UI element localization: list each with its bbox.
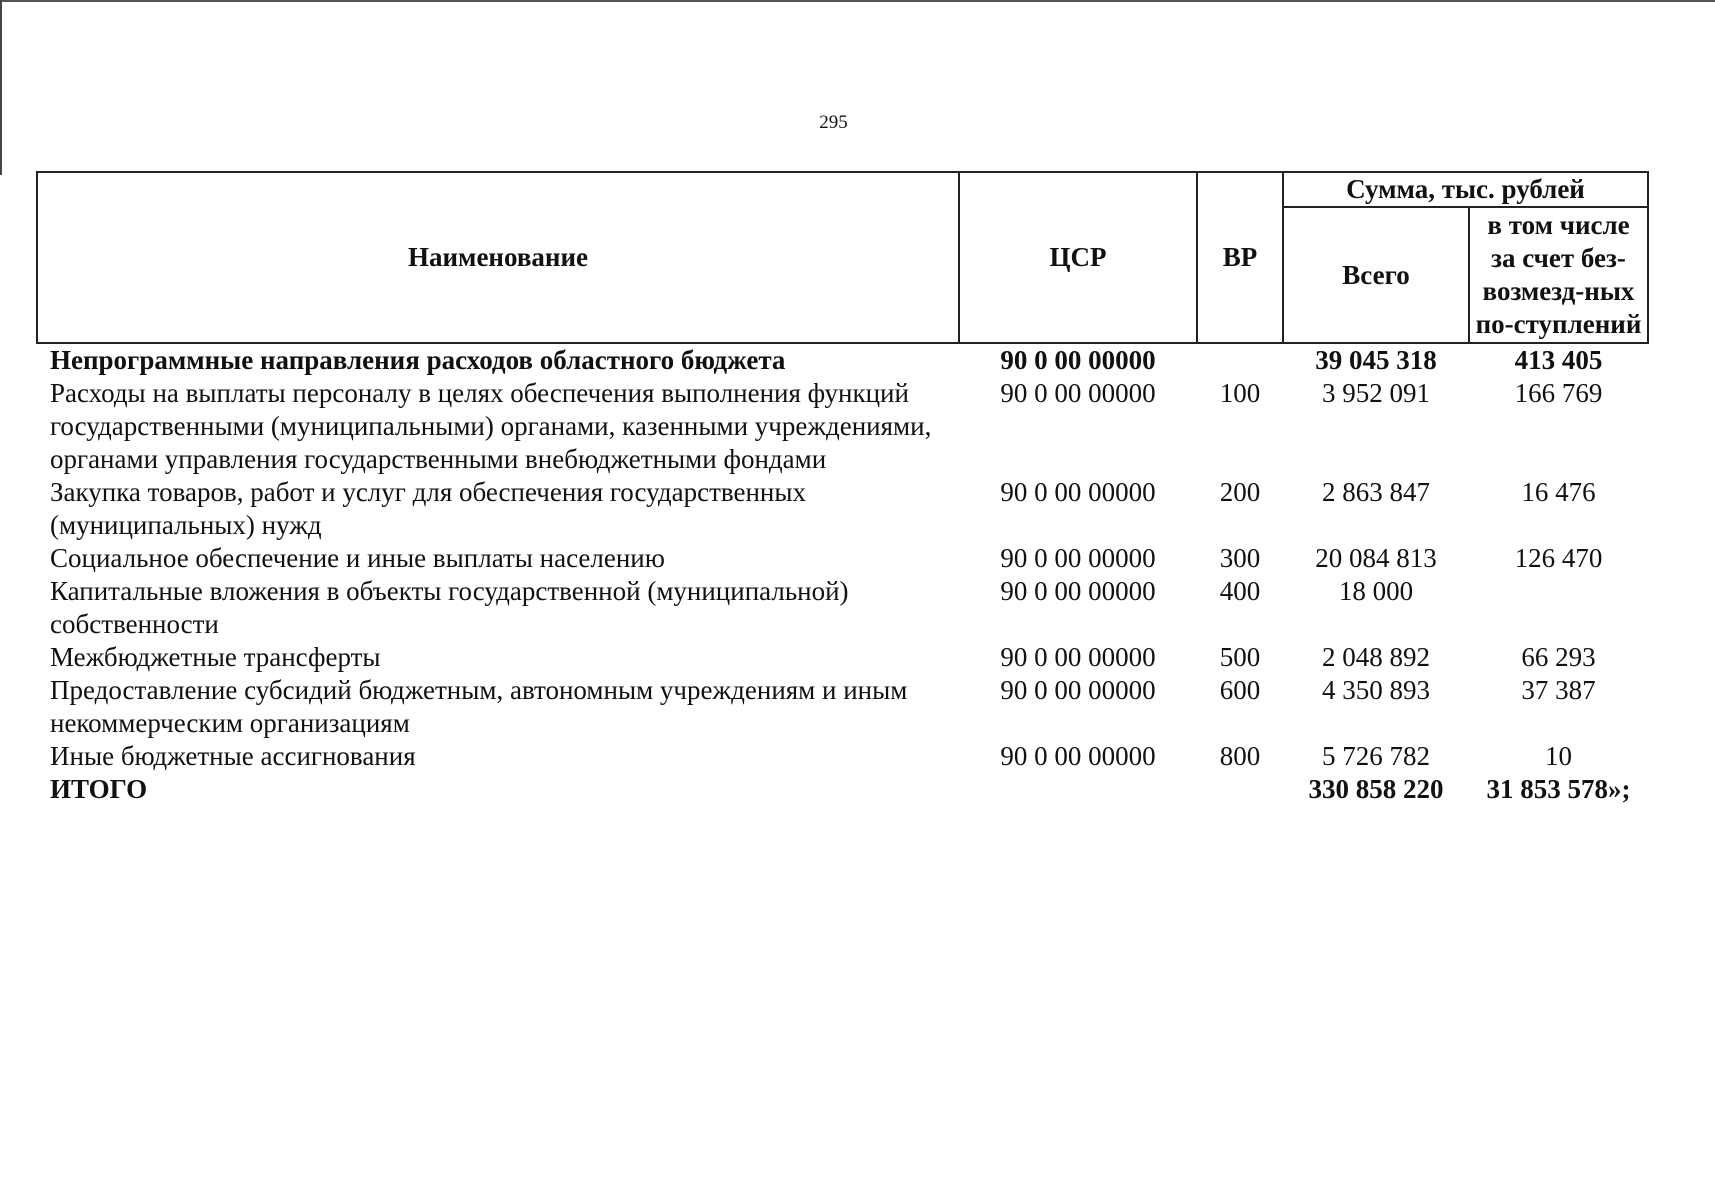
budget-table bbox=[36, 171, 1649, 806]
row-csr: 90 0 00 00000 bbox=[1000, 543, 1156, 573]
total-label: ИТОГО bbox=[50, 774, 148, 804]
table-row bbox=[37, 641, 1648, 674]
row-csr: 90 0 00 00000 bbox=[1000, 477, 1156, 507]
table-row bbox=[37, 377, 1648, 476]
header-csr: ЦСР bbox=[959, 172, 1197, 343]
row-total: 4 350 893 bbox=[1322, 675, 1430, 705]
total-gratuitous: 31 853 578»; bbox=[1486, 774, 1631, 804]
row-total: 20 084 813 bbox=[1315, 543, 1437, 573]
table-row bbox=[37, 674, 1648, 740]
row-name: Предоставление субсидий бюджетным, автономным учреждениям и иным некоммерческим организациям bbox=[50, 675, 908, 738]
row-vr: 800 bbox=[1219, 741, 1261, 771]
row-vr bbox=[1197, 343, 1283, 377]
page-number: 295 bbox=[819, 112, 848, 133]
row-csr: 90 0 00 00000 bbox=[1000, 675, 1156, 705]
row-gratuitous: 413 405 bbox=[1514, 345, 1603, 375]
row-vr: 300 bbox=[1219, 543, 1261, 573]
row-gratuitous: 37 387 bbox=[1521, 675, 1596, 705]
table-row bbox=[37, 476, 1648, 542]
row-total: 3 952 091 bbox=[1322, 378, 1430, 408]
row-name: Капитальные вложения в объекты государственной (муниципальной) собственности bbox=[50, 576, 849, 639]
row-gratuitous: 16 476 bbox=[1521, 477, 1596, 507]
header-gratuitous: в том числе за счет без-возмезд-ных по-ступлений bbox=[1469, 207, 1648, 343]
row-csr: 90 0 00 00000 bbox=[1000, 345, 1156, 375]
table-row bbox=[37, 575, 1648, 641]
row-vr: 500 bbox=[1219, 642, 1261, 672]
table-body bbox=[37, 343, 1648, 806]
header-total: Всего bbox=[1283, 207, 1469, 343]
row-csr: 90 0 00 00000 bbox=[1000, 642, 1156, 672]
total-sum: 330 858 220 bbox=[1308, 774, 1444, 804]
row-name: Социальное обеспечение и иные выплаты населению bbox=[50, 543, 665, 573]
table-header bbox=[37, 172, 1648, 343]
row-gratuitous bbox=[1469, 575, 1648, 641]
row-name: Межбюджетные трансферты bbox=[50, 642, 381, 672]
row-vr: 200 bbox=[1219, 477, 1261, 507]
row-total: 2 048 892 bbox=[1322, 642, 1430, 672]
header-name: Наименование bbox=[37, 172, 959, 343]
row-name: Непрограммные направления расходов областного бюджета bbox=[50, 345, 786, 375]
total-csr-empty bbox=[959, 773, 1197, 806]
row-name: Иные бюджетные ассигнования bbox=[50, 741, 416, 771]
total-row bbox=[37, 773, 1648, 806]
row-name: Закупка товаров, работ и услуг для обеспечения государственных (муниципальных) нужд bbox=[50, 477, 807, 540]
row-csr: 90 0 00 00000 bbox=[1000, 378, 1156, 408]
table-row bbox=[37, 740, 1648, 773]
row-gratuitous: 126 470 bbox=[1514, 543, 1603, 573]
row-vr: 600 bbox=[1219, 675, 1261, 705]
scan-left-edge bbox=[0, 0, 2, 175]
row-gratuitous: 166 769 bbox=[1514, 378, 1603, 408]
row-gratuitous: 66 293 bbox=[1521, 642, 1596, 672]
row-total: 5 726 782 bbox=[1322, 741, 1430, 771]
row-csr: 90 0 00 00000 bbox=[1000, 576, 1156, 606]
header-vr: ВР bbox=[1197, 172, 1283, 343]
scan-top-edge bbox=[0, 0, 1715, 2]
row-vr: 400 bbox=[1219, 576, 1261, 606]
row-vr: 100 bbox=[1219, 378, 1261, 408]
row-total: 39 045 318 bbox=[1315, 345, 1437, 375]
total-vr-empty bbox=[1197, 773, 1283, 806]
header-sum-group: Сумма, тыс. рублей bbox=[1283, 172, 1648, 207]
table-row bbox=[37, 343, 1648, 377]
row-name: Расходы на выплаты персоналу в целях обеспечения выполнения функций государственными (муниципальными) органами, казенными учреждениями, органами управления государственными внебюджетными фондами bbox=[50, 378, 932, 474]
table-row bbox=[37, 542, 1648, 575]
row-gratuitous: 10 bbox=[1545, 741, 1572, 771]
row-total: 2 863 847 bbox=[1322, 477, 1430, 507]
row-total: 18 000 bbox=[1338, 576, 1414, 606]
row-csr: 90 0 00 00000 bbox=[1000, 741, 1156, 771]
